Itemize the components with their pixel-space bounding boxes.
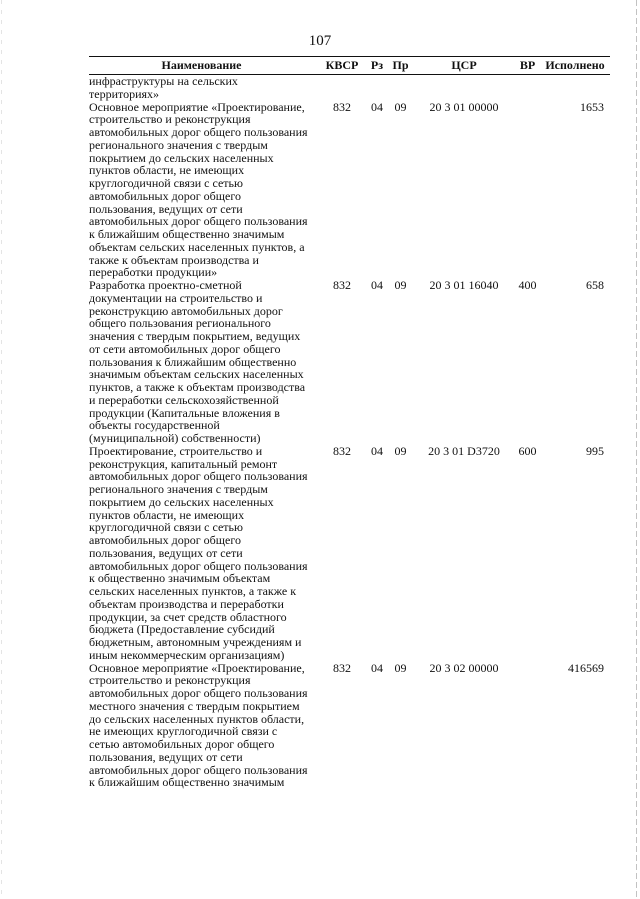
row-kvsr: 832 — [333, 443, 351, 458]
row-pr: 09 — [394, 99, 407, 114]
row-csr — [413, 75, 515, 101]
row-name: Основное мероприятие «Проектирование, строительство и реконструкция автомобильных дорог общего пользования регионального значения с твердым покрытием до сельских населенных пунктов области, не имеющих круглогодичной связи с сетью автомобильных дорог общего пользования, ведущих от сети автомобильных дорог общего пользования к ближайшим общественно значимым объектам сельских населенных пунктов, а также к объектам производства и переработки продукции» — [89, 99, 308, 280]
row-pr: 09 — [394, 660, 407, 675]
row-vr — [515, 101, 540, 280]
row-csr: 20 3 02 00000 — [429, 660, 499, 675]
row-sum: 995 — [586, 443, 604, 458]
table-row — [89, 662, 610, 790]
scan-edge-left — [1, 0, 2, 899]
header-kvsr: КВСР — [325, 58, 359, 72]
row-vr — [515, 75, 540, 101]
table-row — [89, 279, 610, 445]
row-name: Проектирование, строительство и реконструкция, капитальный ремонт автомобильных дорог общего пользования регионального значения с твердым покрытием до сельских населенных пунктов области, не имеющих круглогодичной связи с сетью автомобильных дорог общего пользования, ведущих от сети автомобильных дорог общего пользования к общественно значимым объектам сельских населенных пунктов, а также к объектам производства и переработки продукции, за счет средств областного бюджета (Предоставление субсидий бюджетным, автономным учреждениям и иным некоммерческим организациям) — [89, 443, 308, 662]
table-row — [89, 101, 610, 280]
row-csr: 20 3 01 16040 — [429, 278, 499, 292]
table-row — [89, 75, 610, 101]
header-vr: ВР — [519, 58, 536, 72]
row-vr: 600 — [518, 443, 537, 458]
row-rz: 04 — [371, 443, 383, 458]
row-kvsr: 832 — [333, 99, 351, 114]
row-kvsr: 832 — [333, 278, 351, 292]
row-sum: 658 — [586, 278, 604, 292]
row-pr — [388, 75, 413, 101]
header-pr: Пр — [392, 58, 409, 72]
row-rz: 04 — [371, 278, 383, 292]
page-number: 107 — [308, 33, 332, 49]
row-csr: 20 3 01 00000 — [429, 99, 499, 114]
row-rz: 04 — [371, 99, 383, 114]
row-kvsr: 832 — [333, 660, 351, 675]
row-vr — [515, 662, 540, 790]
row-csr: 20 3 01 D3720 — [428, 443, 500, 458]
table-row — [89, 445, 610, 662]
budget-table — [89, 56, 610, 789]
table-header — [89, 56, 610, 75]
row-rz: 04 — [371, 660, 383, 675]
header-csr: ЦСР — [451, 58, 477, 72]
row-sum: 416569 — [568, 660, 604, 675]
row-kvsr — [318, 75, 366, 101]
row-vr: 400 — [518, 278, 537, 292]
row-pr: 09 — [394, 443, 407, 458]
scan-edge-right — [636, 0, 637, 899]
row-rz — [366, 75, 388, 101]
header-name: Наименование — [161, 58, 242, 72]
row-sum: 1653 — [580, 99, 604, 114]
row-sum — [540, 75, 610, 101]
header-sum: Исполнено — [545, 58, 605, 72]
header-rz: Рз — [370, 58, 384, 72]
row-name: инфраструктуры на сельских территориях» — [89, 74, 238, 101]
row-pr: 09 — [394, 278, 407, 292]
row-name: Разработка проектно-сметной документации на строительство и реконструкцию автомобильных дорог общего пользования регионального значения с твердым покрытием, ведущих от сети автомобильных дорог общего пользования к ближайшим общественно значимым объектам сельских населенных пунктов, а также к объектам производства и переработки сельскохозяйственной продукции (Капитальные вложения в объекты государственной (муниципальной) собственности) — [89, 278, 306, 445]
row-name: Основное мероприятие «Проектирование, строительство и реконструкция автомобильных дорог общего пользования местного значения с твердым покрытием до сельских населенных пунктов области, не имеющих круглогодичной связи с сетью автомобильных дорог общего пользования, ведущих от сети автомобильных дорог общего пользования к ближайшим общественно значимым — [89, 660, 308, 790]
